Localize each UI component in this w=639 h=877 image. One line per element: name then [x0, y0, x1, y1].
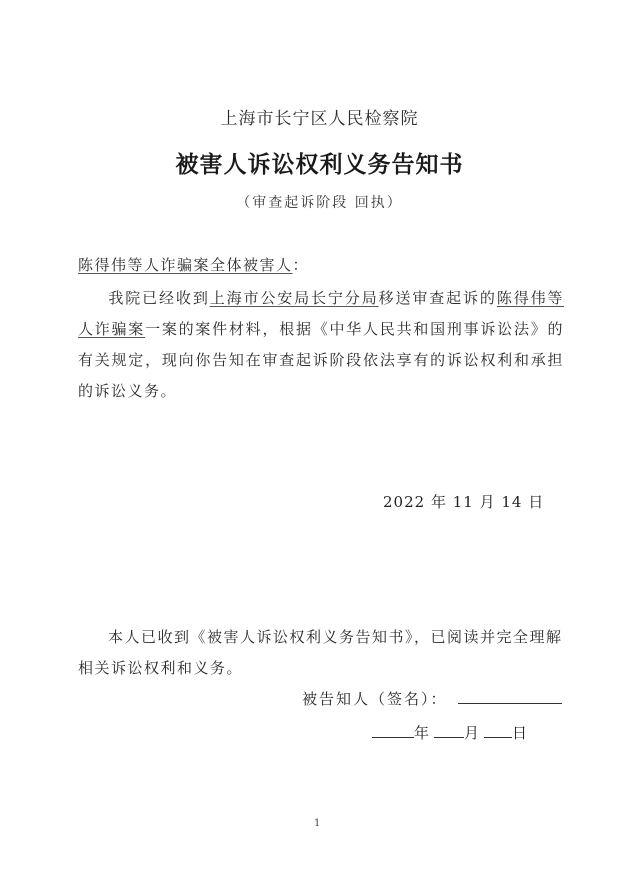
- para-part2: 移送审查起诉的: [378, 289, 497, 307]
- para-part3: 一案的案件材料，根据《中华人民共和国刑事诉讼法》的有关规定，现向你告知在审查起诉阶段依法享有的诉讼权利和承担的诉讼义务。: [78, 320, 564, 400]
- year-blank[interactable]: [372, 723, 414, 738]
- para-part1: 我院已经收到: [108, 289, 210, 307]
- acknowledgement-date-row: [372, 722, 528, 743]
- addressee-name: 陈得伟等人诈骗案全体被害人: [78, 256, 293, 274]
- issue-date: 2022 年 11 月 14 日: [383, 493, 545, 511]
- document-title: 被害人诉讼权利义务告知书: [175, 151, 464, 178]
- addressee-line: [78, 250, 309, 281]
- day-blank[interactable]: [484, 723, 512, 738]
- month-blank[interactable]: [434, 723, 464, 738]
- page-number: 1: [314, 818, 321, 829]
- acknowledgement-text: 本人已收到《被害人诉讼权利义务告知书》，已阅读并完全理解相关诉讼权利和义务。: [78, 628, 563, 677]
- case-name: 陈得伟等人诈骗案: [78, 289, 564, 338]
- day-label: 日: [512, 724, 529, 742]
- addressee-colon: ：: [292, 256, 310, 274]
- transferring-agency: 上海市公安局长宁分局: [209, 289, 379, 307]
- signature-label: 被告知人（签名）：: [302, 690, 448, 708]
- document-subtitle: （审查起诉阶段 回执）: [236, 195, 403, 211]
- signature-blank[interactable]: [458, 689, 562, 704]
- notice-paragraph: [78, 283, 564, 407]
- signature-row: [302, 688, 562, 709]
- organization-name: 上海市长宁区人民检察院: [220, 109, 419, 129]
- month-label: 月: [464, 724, 481, 742]
- acknowledgement-paragraph: [78, 622, 564, 684]
- year-label: 年: [414, 724, 431, 742]
